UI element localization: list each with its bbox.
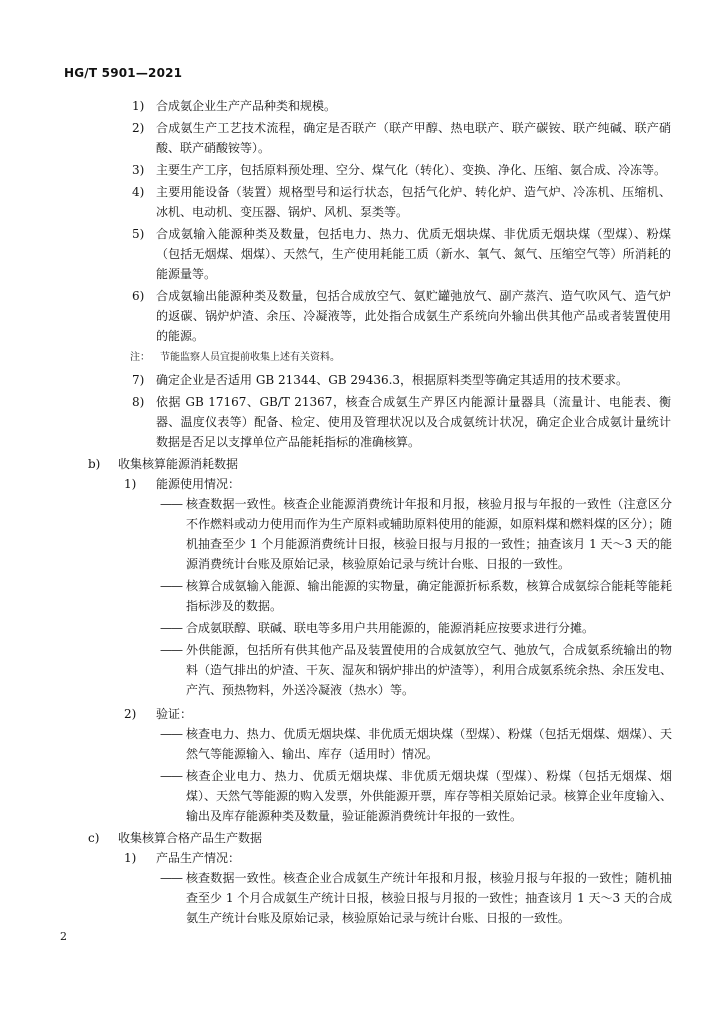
dash-marker: —— <box>160 769 182 783</box>
dash-item <box>0 618 724 638</box>
item-number: 8) <box>132 395 145 409</box>
dash-text: 核查企业电力、热力、优质无烟块煤、非优质无烟块煤（型煤）、粉煤（包括无烟煤、烟煤）、天然气等能源的购入发票，外供能源开票，库存等相关原始记录。核算企业年度输入、输出及库存能源种类及数量，验证能源消费统计年报的一致性。 <box>186 769 673 823</box>
dash-text: 核查电力、热力、优质无烟块煤、非优质无烟块煤（型煤）、粉煤（包括无烟煤、烟煤）、天然气等能源输入、输出、库存（适用时）情况。 <box>186 727 672 761</box>
list-item-1 <box>0 96 724 116</box>
item-number: 7) <box>132 373 145 387</box>
subsection-b1-heading <box>0 474 724 494</box>
note <box>0 348 724 368</box>
subsection-b2-heading <box>0 704 724 724</box>
note-label: 注： <box>130 352 150 363</box>
item-number: 1) <box>132 99 145 113</box>
dash-marker: —— <box>160 579 182 593</box>
list-item-5 <box>0 224 724 284</box>
item-text: 合成氨生产工艺技术流程，确定是否联产（联产甲醇、热电联产、联产碳铵、联产纯碱、联产硝酸、联产硝酸铵等）。 <box>156 121 671 155</box>
item-text: 依据 GB 17167、GB/T 21367，核查合成氨生产界区内能源计量器具（流量计、电能表、衡器、温度仪表等）配备、检定、使用及管理状况以及合成氨统计状况，确定企业合成氨计量统计数据是否足以支撑单位产品能耗指标的准确核算。 <box>156 395 671 449</box>
dash-item <box>0 766 724 826</box>
item-number: 4) <box>132 185 145 199</box>
list-item-2 <box>0 118 724 158</box>
note-text: 节能监察人员宜提前收集上述有关资料。 <box>160 352 340 363</box>
dash-text: 核查数据一致性。核查企业合成氨生产统计年报和月报，核验月报与年报的一致性；随机抽查至少 1 个月合成氨生产统计日报，核验日报与月报的一致性；抽查该月 1 天～3 天的合成氨生产统计台账及原始记录，核验原始记录与统计台账、日报的一致性。 <box>186 871 672 925</box>
list-item-4 <box>0 182 724 222</box>
list-item-7 <box>0 370 724 390</box>
dash-marker: —— <box>160 727 182 741</box>
subsection-title: 产品生产情况： <box>156 851 241 865</box>
dash-item <box>0 640 724 700</box>
subsection-label: 1) <box>124 851 137 865</box>
item-text: 确定企业是否适用 GB 21344、GB 29436.3，根据原料类型等确定其适用的技术要求。 <box>156 373 629 387</box>
dash-item <box>0 868 724 928</box>
dash-marker: —— <box>160 497 182 511</box>
section-b-heading <box>0 454 724 474</box>
item-number: 3) <box>132 163 145 177</box>
item-text: 合成氨输入能源种类及数量，包括电力、热力、优质无烟块煤、非优质无烟块煤（型煤）、粉煤（包括无烟煤、烟煤）、天然气，生产使用耗能工质（新水、氧气、氮气、压缩空气等）所消耗的能源量等。 <box>156 227 671 281</box>
dash-text: 核查数据一致性。核查企业能源消费统计年报和月报，核验月报与年报的一致性（注意区分不作燃料或动力使用而作为生产原料或辅助原料使用的能源，如原料煤和燃料煤的区分）；随机抽查至少 1 个月能源消费统计日报，核验日报与月报的一致性；抽查该月 1 天～3 天的能源消费统计台账及原始记录，核验原始记录与统计台账、日报的一致性。 <box>186 497 673 571</box>
dash-item <box>0 576 724 616</box>
section-title: 收集核算合格产品生产数据 <box>118 831 263 845</box>
item-number: 6) <box>132 289 145 303</box>
standard-code: HG/T 5901—2021 <box>64 66 183 80</box>
item-number: 2) <box>132 121 145 135</box>
subsection-label: 2) <box>124 707 137 721</box>
dash-text: 合成氨联醇、联碱、联电等多用户共用能源的，能源消耗应按要求进行分摊。 <box>186 621 595 635</box>
subsection-c1-heading <box>0 848 724 868</box>
dash-text: 核算合成氨输入能源、输出能源的实物量，确定能源折标系数，核算合成氨综合能耗等能耗指标涉及的数据。 <box>186 579 672 613</box>
subsection-title: 验证： <box>156 707 193 721</box>
list-item-3 <box>0 160 724 180</box>
item-number: 5) <box>132 227 145 241</box>
section-label: b) <box>88 457 101 471</box>
page-number: 2 <box>60 930 67 943</box>
item-text: 合成氨企业生产产品种类和规模。 <box>156 99 337 113</box>
list-item-8 <box>0 392 724 452</box>
dash-marker: —— <box>160 621 182 635</box>
section-title: 收集核算能源消耗数据 <box>118 457 239 471</box>
list-item-6 <box>0 286 724 346</box>
dash-marker: —— <box>160 871 182 885</box>
section-label: c) <box>88 831 100 845</box>
item-text: 主要用能设备（装置）规格型号和运行状态，包括气化炉、转化炉、造气炉、冷冻机、压缩机、冰机、电动机、变压器、锅炉、风机、泵类等。 <box>156 185 671 219</box>
document-body <box>0 96 724 928</box>
subsection-title: 能源使用情况： <box>156 477 241 491</box>
dash-marker: —— <box>160 643 182 657</box>
dash-item <box>0 724 724 764</box>
section-c-heading <box>0 828 724 848</box>
dash-text: 外供能源，包括所有供其他产品及装置使用的合成氨放空气、弛放气，合成氨系统输出的物料（造气排出的炉渣、干灰、湿灰和锅炉排出的炉渣等），利用合成氨系统余热、余压发电、产汽、预热物料，外送冷凝液（热水）等。 <box>186 643 673 697</box>
dash-item <box>0 494 724 574</box>
item-text: 合成氨输出能源种类及数量，包括合成放空气、氨贮罐弛放气、副产蒸汽、造气吹风气、造气炉的返碳、锅炉炉渣、余压、冷凝液等，此处指合成氨生产系统向外输出供其他产品或者装置使用的能源。 <box>156 289 671 343</box>
item-text: 主要生产工序，包括原料预处理、空分、煤气化（转化）、变换、净化、压缩、氨合成、冷冻等。 <box>156 163 667 177</box>
subsection-label: 1) <box>124 477 137 491</box>
